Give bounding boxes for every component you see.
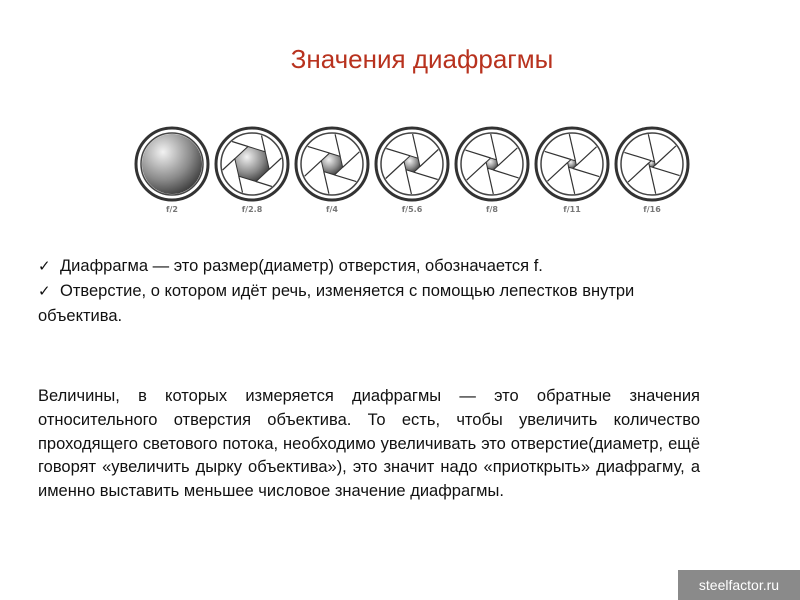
aperture-label: f/8 <box>486 205 498 214</box>
aperture-icon <box>532 124 612 204</box>
aperture-icon <box>612 124 692 204</box>
bullet-item <box>38 279 718 329</box>
bullet-text: Отверстие, о котором идёт речь, изменяется с помощью лепестков внутри объектива. <box>38 282 635 325</box>
aperture-item <box>372 124 452 224</box>
checkmark-icon: ✓ <box>38 257 51 275</box>
aperture-label: f/5.6 <box>401 205 423 214</box>
checkmark-icon: ✓ <box>38 282 51 300</box>
slide-title: Значения диафрагмы <box>290 44 554 74</box>
aperture-label: f/16 <box>643 205 661 214</box>
body-paragraph: Величины, в которых измеряется диафрагмы — это обратные значения относительного отверстия объектива. То есть, чтобы увеличить количество проходящего светового потока, необходимо увеличивать это отверстие(диаметр, ещё говорят «увеличить дырку объектива»), это значит надо «приоткрыть» диафрагму, а именно выставить меньшее числовое значение диафрагмы. <box>38 387 700 501</box>
aperture-icon <box>452 124 532 204</box>
bullet-list <box>38 254 718 329</box>
aperture-opening <box>142 134 202 194</box>
aperture-icon <box>292 124 372 204</box>
aperture-item <box>532 124 612 224</box>
aperture-item <box>132 124 212 224</box>
aperture-label: f/4 <box>326 205 338 214</box>
aperture-item <box>292 124 372 224</box>
aperture-icon <box>372 124 452 204</box>
aperture-diagram <box>132 124 712 224</box>
aperture-icon <box>212 124 292 204</box>
aperture-item <box>612 124 692 224</box>
aperture-item <box>452 124 532 224</box>
bullet-item <box>38 254 718 279</box>
site-watermark: steelfactor.ru <box>678 570 800 600</box>
bullet-text: Диафрагма — это размер(диаметр) отверстия, обозначается f. <box>60 257 543 275</box>
aperture-item <box>212 124 292 224</box>
aperture-label: f/2.8 <box>241 205 263 214</box>
aperture-icon <box>132 124 212 204</box>
aperture-label: f/11 <box>563 205 581 214</box>
aperture-label: f/2 <box>166 205 178 214</box>
